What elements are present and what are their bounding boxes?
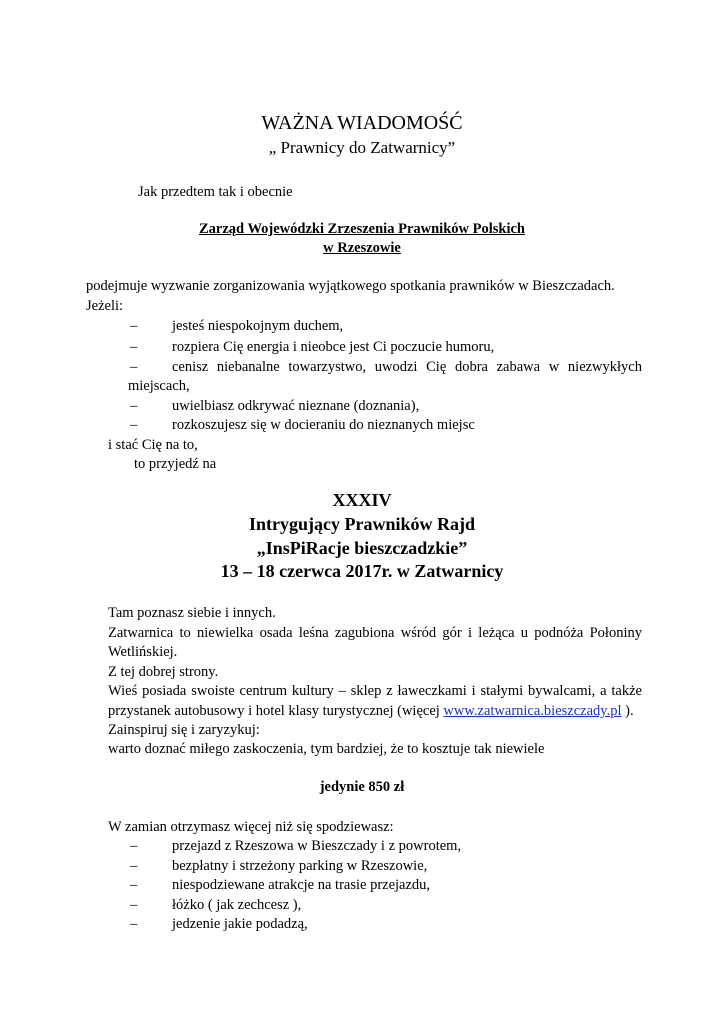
document-title: WAŻNA WIADOMOŚĆ — [261, 112, 463, 134]
list-item: jesteś niespokojnym duchem, — [172, 318, 344, 334]
list-item: rozkoszujesz się w docieraniu do nieznanych miejsc — [172, 417, 475, 433]
event-edition: XXXIV — [332, 490, 392, 510]
list-dash: – — [130, 398, 138, 414]
body-line: Z tej dobrej strony. — [108, 664, 219, 680]
body-line: warto doznać miłego zaskoczenia, tym bardziej, że to kosztuje tak niewiele — [108, 741, 545, 757]
list-item: przejazd z Rzeszowa w Bieszczady i z powrotem, — [172, 838, 462, 854]
list-dash: – — [130, 318, 138, 334]
event-name: Intrygujący Prawników Rajd — [248, 514, 475, 534]
website-link[interactable]: www.zatwarnica.bieszczady.pl — [443, 703, 622, 719]
body-line: Zainspiruj się i zaryzykuj: — [108, 722, 260, 738]
list-dash: – — [130, 417, 138, 433]
list-dash: – — [130, 897, 138, 913]
list-dash: – — [130, 877, 138, 893]
body-line-with-link — [108, 703, 634, 720]
body-line: Wetlińskiej. — [108, 644, 178, 660]
list-dash: – — [130, 339, 138, 355]
document-subtitle: „ Prawnicy do Zatwarnicy” — [268, 138, 456, 157]
list-item: cenisz niebanalne towarzystwo, uwodzi Cię dobra zabawa w niezwykłych — [172, 359, 642, 375]
price: jedynie 850 zł — [319, 779, 405, 795]
event-date-place: 13 – 18 czerwca 2017r. w Zatwarnicy — [220, 561, 504, 581]
list-dash: – — [130, 858, 138, 874]
if-label: Jeżeli: — [86, 298, 124, 314]
list-item: uwielbiasz odkrywać nieznane (doznania), — [172, 398, 420, 414]
body-line: Tam poznasz siebie i innych. — [108, 605, 276, 621]
paragraph-challenge: podejmuje wyzwanie zorganizowania wyjątkowego spotkania prawników w Bieszczadach. — [86, 278, 615, 294]
intro-line: Jak przedtem tak i obecnie — [138, 184, 293, 200]
list-item: łóżko ( jak zechcesz ), — [172, 897, 302, 913]
body-text: ). — [621, 703, 634, 719]
body-text: przystanek autobusowy i hotel klasy turystycznej (więcej — [108, 703, 444, 719]
list-item-continuation: miejscach, — [128, 378, 190, 394]
list-item: rozpiera Cię energia i nieobce jest Ci poczucie humoru, — [172, 339, 495, 355]
body-line: Wieś posiada swoiste centrum kultury – sklep z ławeczkami i stałymi bywalcami, a także — [108, 683, 642, 699]
list-item: jedzenie jakie podadzą, — [172, 916, 308, 932]
list-dash: – — [130, 916, 138, 932]
offer-intro: W zamian otrzymasz więcej niż się spodziewasz: — [108, 819, 394, 835]
body-line: Zatwarnica to niewielka osada leśna zagubiona wśród gór i leżąca u podnóża Połoniny — [108, 625, 642, 641]
come-line: to przyjedź na — [134, 456, 217, 472]
afford-line: i stać Cię na to, — [108, 437, 198, 453]
list-dash: – — [130, 359, 138, 375]
event-motto: „InsPiRacje bieszczadzkie” — [256, 538, 468, 558]
list-item: bezpłatny i strzeżony parking w Rzeszowie, — [172, 858, 428, 874]
list-item: niespodziewane atrakcje na trasie przejazdu, — [172, 877, 431, 893]
organization-name: Zarząd Wojewódzki Zrzeszenia Prawników Polskich — [199, 221, 525, 237]
organization-city: w Rzeszowie — [323, 240, 401, 256]
list-dash: – — [130, 838, 138, 854]
